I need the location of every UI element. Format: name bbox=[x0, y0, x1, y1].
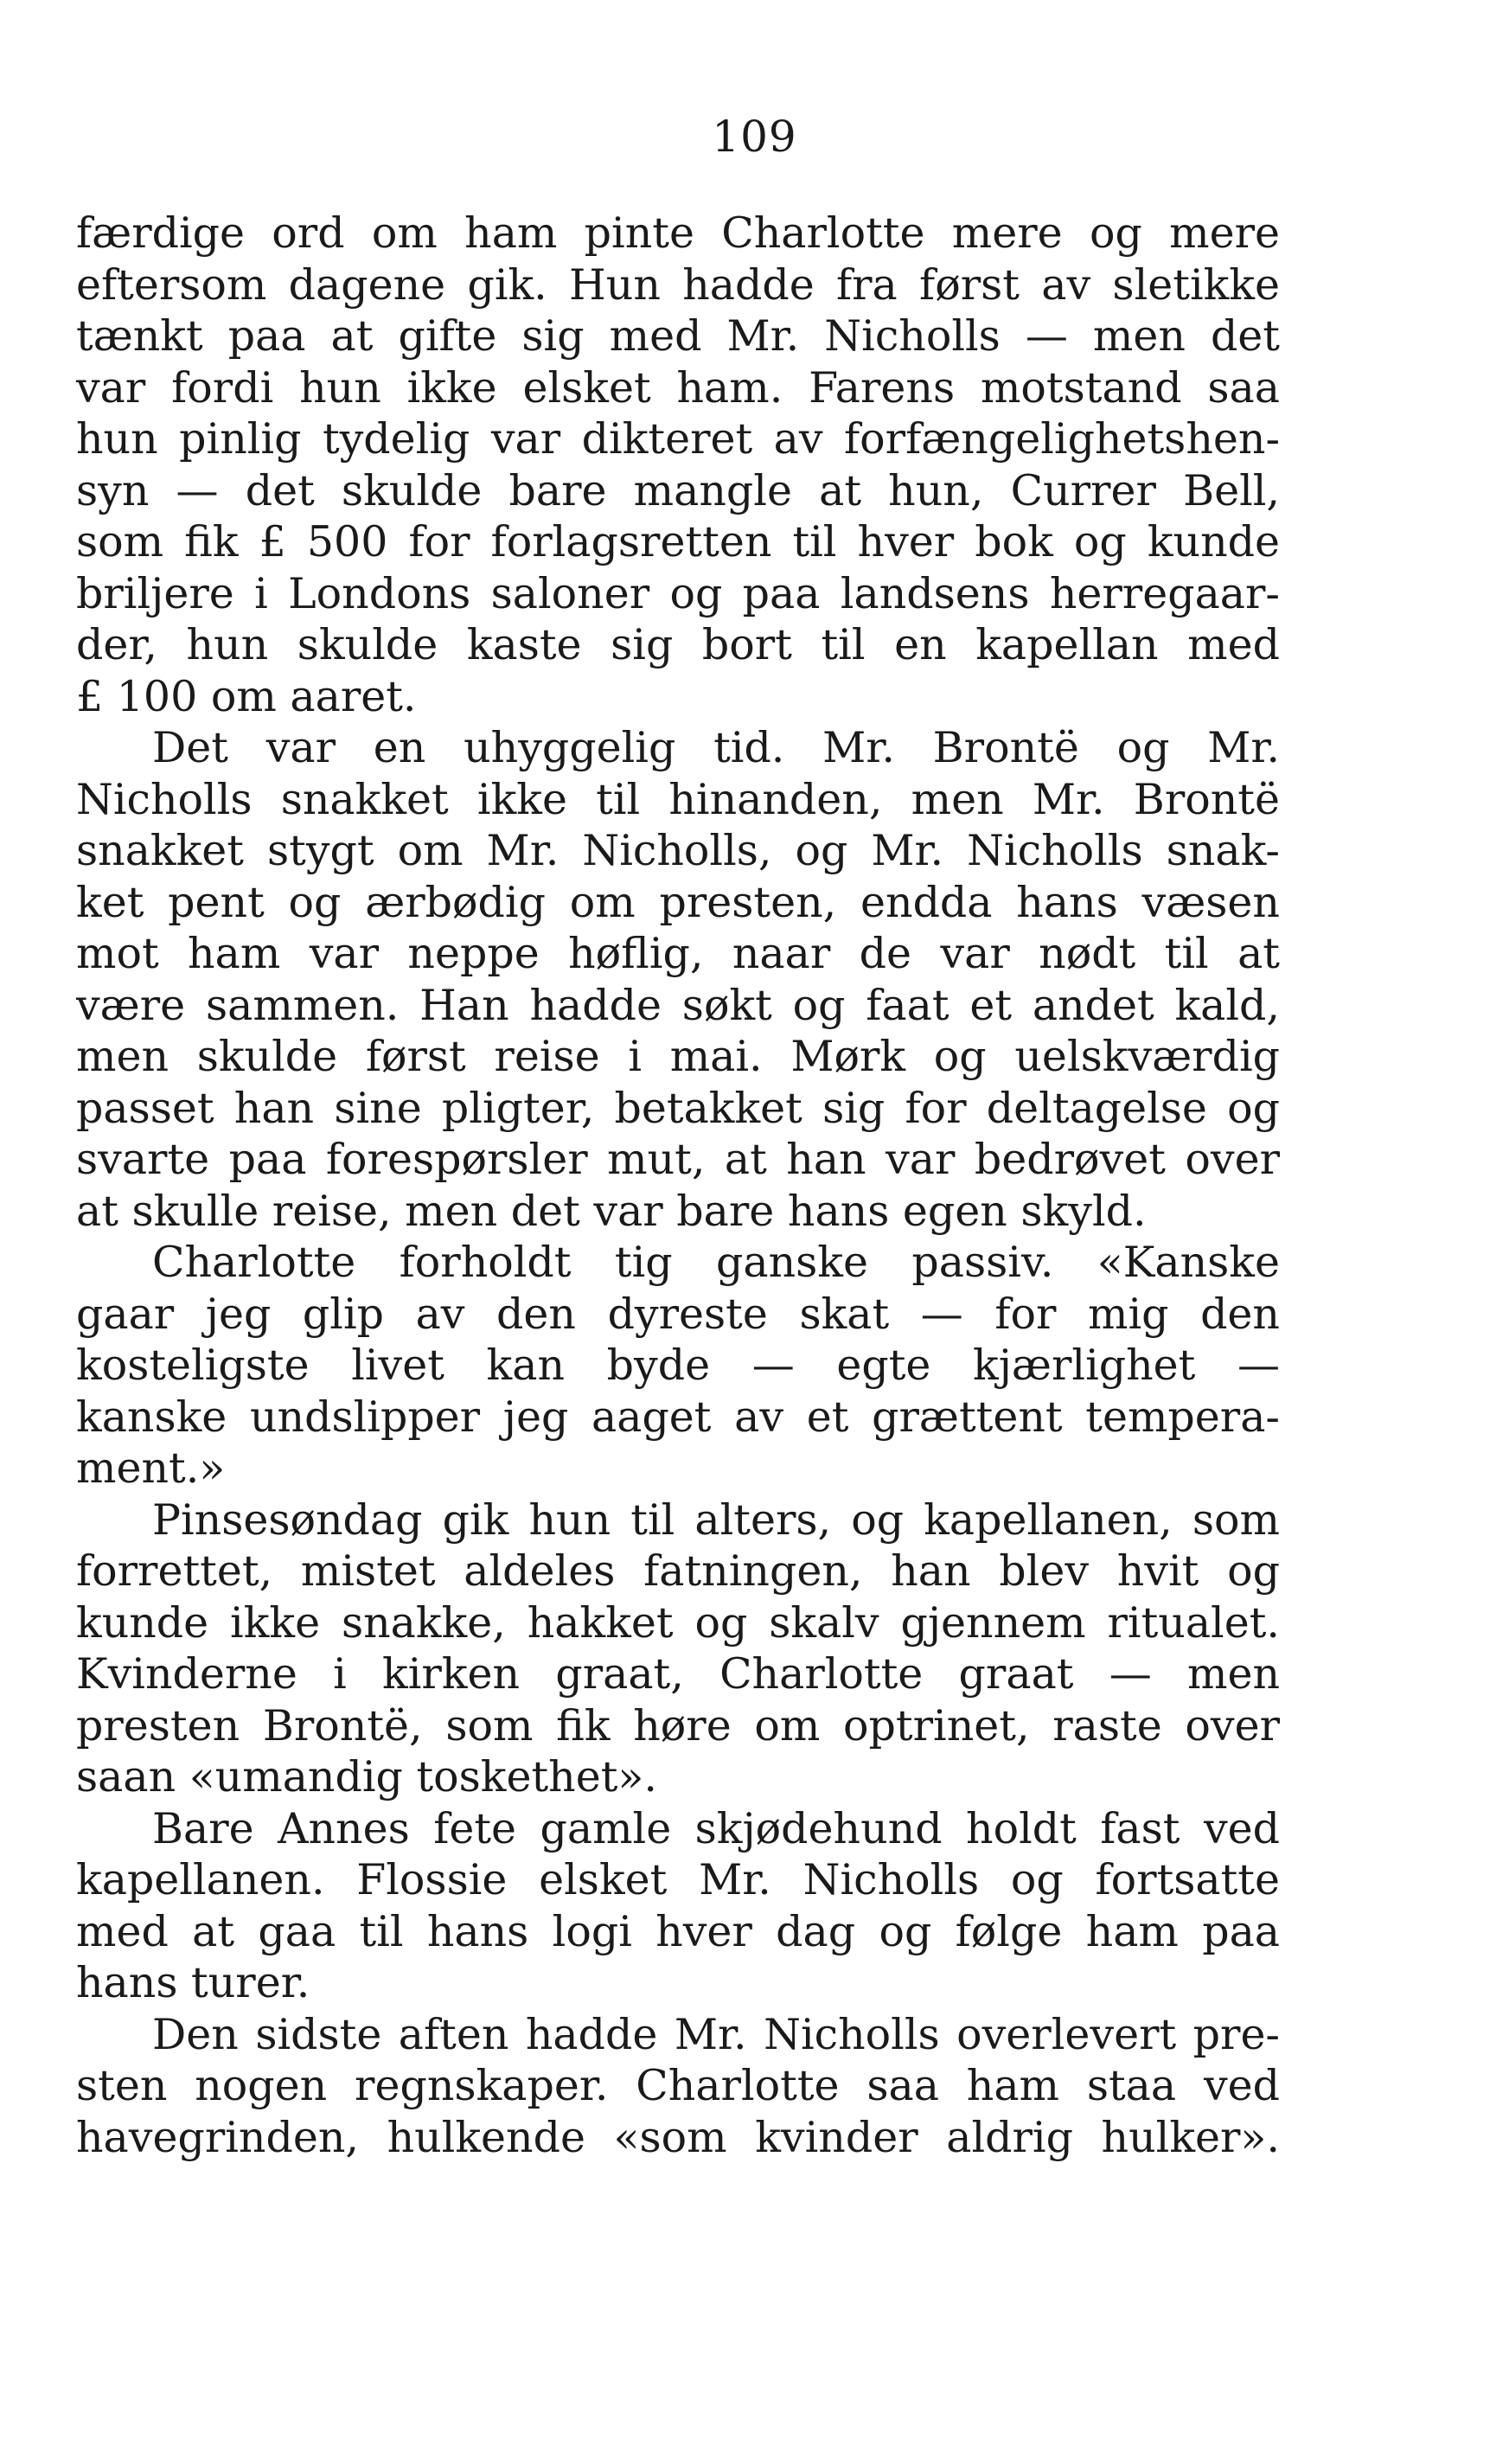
text-line: briljere i Londons saloner og paa landsens herregaar- bbox=[76, 568, 1280, 618]
text-line: færdige ord om ham pinte Charlotte mere og mere bbox=[76, 208, 1280, 258]
text-line: kanske undslipper jeg aaget av et grættent tempera- bbox=[76, 1392, 1280, 1442]
text-line: Bare Annes fete gamle skjødehund holdt fast ved bbox=[152, 1803, 1280, 1853]
text-line: Pinsesøndag gik hun til alters, og kapellanen, som bbox=[152, 1494, 1280, 1545]
text-line: hun pinlig tydelig var dikteret av forfængelighetshen- bbox=[76, 414, 1280, 464]
text-line: snakket stygt om Mr. Nicholls, og Mr. Nicholls snak- bbox=[76, 826, 1280, 875]
text-line: ket pent og ærbødig om presten, endda hans væsen bbox=[76, 877, 1280, 927]
text-line: der, hun skulde kaste sig bort til en kapellan med bbox=[76, 620, 1280, 669]
text-line: havegrinden, hulkende «som kvinder aldrig hulker». bbox=[76, 2112, 1280, 2162]
text-line: var fordi hun ikke elsket ham. Farens motstand saa bbox=[76, 362, 1280, 413]
text-line: Nicholls snakket ikke til hinanden, men Mr. Brontë bbox=[76, 774, 1280, 824]
text-line: syn — det skulde bare mangle at hun, Currer Bell, bbox=[76, 465, 1280, 515]
text-line: passet han sine pligter, betakket sig for deltagelse og bbox=[76, 1083, 1280, 1133]
text-line: hans turer. bbox=[76, 1958, 310, 2007]
text-line: sten nogen regnskaper. Charlotte saa ham staa ved bbox=[76, 2061, 1280, 2110]
paragraph bbox=[76, 1803, 1280, 2009]
paragraph bbox=[76, 722, 1280, 1237]
text-line: kapellanen. Flossie elsket Mr. Nicholls og fortsatte bbox=[76, 1855, 1280, 1904]
text-line: med at gaa til hans logi hver dag og følge ham paa bbox=[76, 1906, 1280, 1956]
text-line: saan «umandig toskethet». bbox=[76, 1752, 657, 1802]
text-line: ment.» bbox=[76, 1443, 226, 1493]
text-line: mot ham var neppe høflig, naar de var nødt til at bbox=[76, 929, 1280, 978]
text-line: men skulde først reise i mai. Mørk og uelskværdig bbox=[76, 1032, 1280, 1081]
text-line: kunde ikke snakke, hakket og skalv gjennem ritualet. bbox=[76, 1597, 1280, 1648]
text-line: presten Brontë, som fik høre om optrinet, raste over bbox=[76, 1700, 1280, 1750]
text-line: gaar jeg glip av den dyreste skat — for mig den bbox=[76, 1289, 1280, 1339]
text-line: Det var en uhyggelig tid. Mr. Brontë og Mr. bbox=[152, 723, 1280, 772]
text-line: tænkt paa at gifte sig med Mr. Nicholls — men det bbox=[76, 311, 1280, 361]
text-line: Charlotte forholdt tig ganske passiv. «Kanske bbox=[152, 1238, 1280, 1287]
text-line: forrettet, mistet aldeles fatningen, han blev hvit og bbox=[76, 1546, 1280, 1596]
text-line: være sammen. Han hadde søkt og faat et andet kald, bbox=[76, 980, 1280, 1030]
paragraph bbox=[76, 208, 1280, 722]
text-line: £ 100 om aaret. bbox=[76, 671, 417, 721]
text-line: Kvinderne i kirken graat, Charlotte graat — men bbox=[76, 1649, 1280, 1699]
text-line: som fik £ 500 for forlagsretten til hver bok og kunde bbox=[76, 517, 1280, 566]
paragraph bbox=[76, 1494, 1280, 1803]
text-line: svarte paa forespørsler mut, at han var bedrøvet over bbox=[76, 1135, 1280, 1184]
paragraph bbox=[76, 1237, 1280, 1494]
text-line: at skulle reise, men det var bare hans egen skyld. bbox=[76, 1186, 1147, 1236]
text-line: eftersom dagene gik. Hun hadde fra først av sletikke bbox=[76, 259, 1280, 310]
text-line: Den sidste aften hadde Mr. Nicholls overlevert pre- bbox=[152, 2009, 1280, 2059]
body-text bbox=[76, 208, 1280, 2163]
page-number: 109 bbox=[712, 112, 797, 162]
text-line: kosteligste livet kan byde — egte kjærlighet — bbox=[76, 1341, 1280, 1390]
paragraph bbox=[76, 2009, 1280, 2164]
